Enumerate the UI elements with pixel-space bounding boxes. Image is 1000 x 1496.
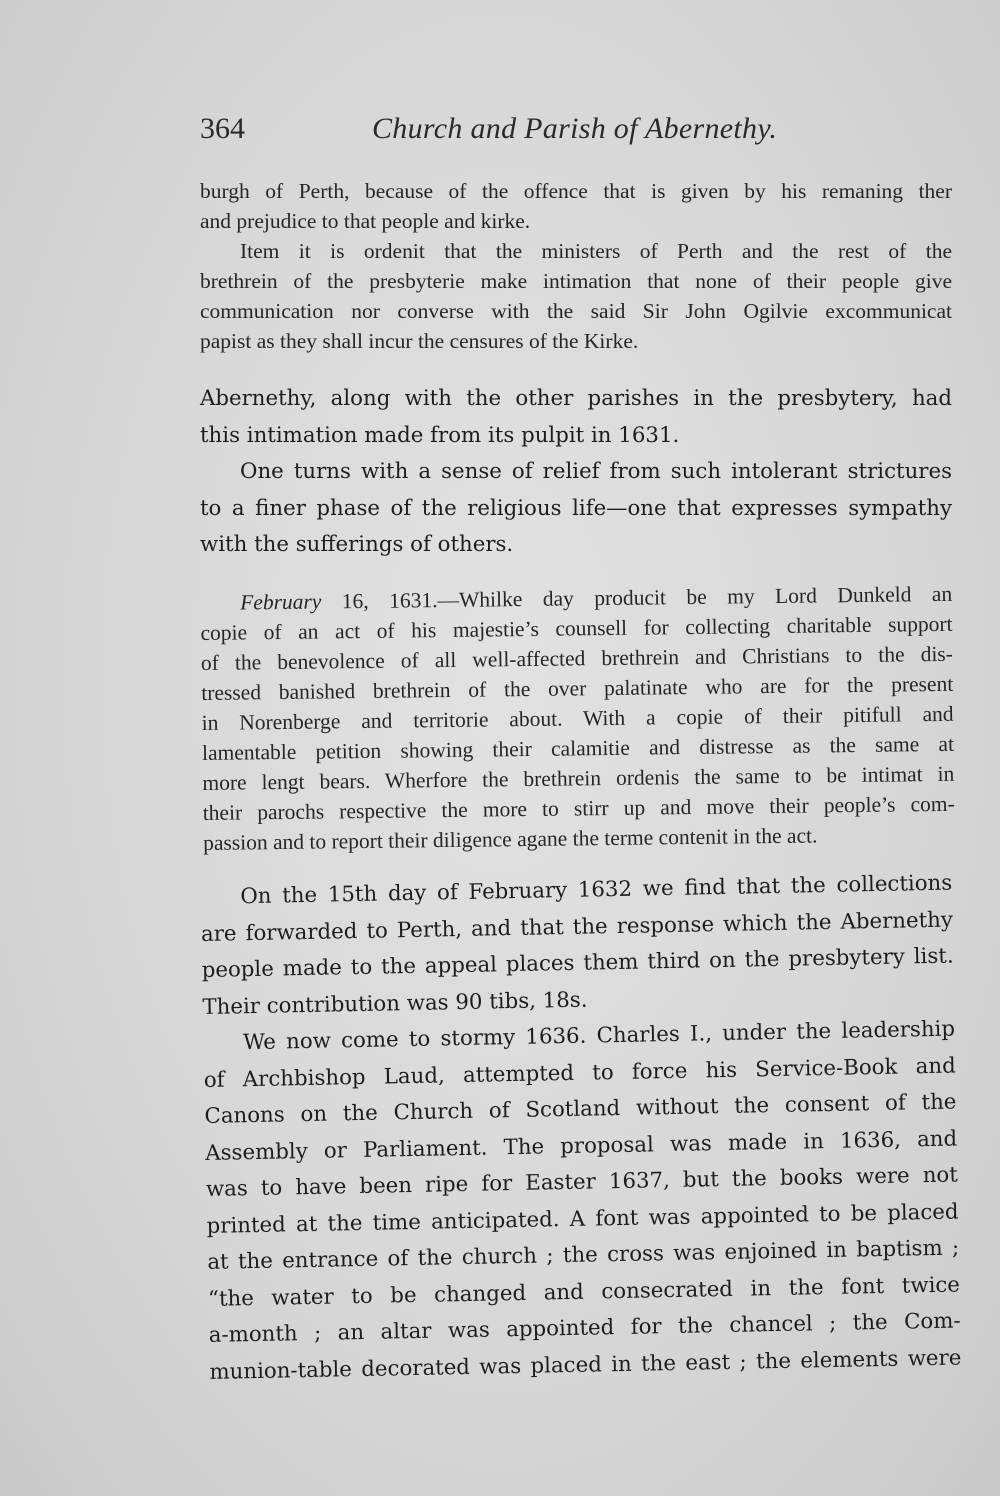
body-line: Abernethy, along with the other parishes in the presbytery, had [200, 386, 952, 411]
body-line: are forwarded to Perth, and that the response which the Abernethy [200, 907, 954, 947]
quote-date-italic: February [240, 589, 322, 615]
body-line: was to have been ripe for Easter 1637, but the books were not [205, 1162, 959, 1202]
running-head [200, 112, 810, 158]
quoted-record-top [200, 176, 952, 356]
page-number: 364 [200, 112, 245, 145]
quote-line-rest: 16, 1631.—Whilke day producit be my Lord Dunkeld an [321, 581, 953, 614]
quote-line: more lengt bears. Wherfore the brethrein ordenis the same to be intimat in [202, 761, 955, 795]
body-line: “the water to be changed and consecrated in the font twice [207, 1271, 961, 1312]
body-line: Canons on the Church of Scotland without the consent of the [204, 1089, 957, 1129]
quote-line: of the benevolence of all well-affected brethrein and Christians to the dis- [200, 641, 954, 675]
quote-line: passion and to report their diligence agane the terme contenit in the act. [202, 823, 818, 855]
quoted-record-february [200, 579, 955, 858]
body-line: Their contribution was 90 tibs, 18s. [202, 987, 588, 1020]
body-paragraphs-a [200, 381, 952, 564]
quote-line: tressed banished brethrein of the over palatinate who are for the present [201, 671, 954, 705]
quote-line: copie of an act of his majestie’s counsell for collecting charitable support [200, 611, 953, 645]
quote-line: brethrein of the presbyterie make intimation that none of their people give [200, 269, 952, 293]
body-line: One turns with a sense of relief from such intolerant strictures [240, 459, 952, 484]
running-title: Church and Parish of Abernethy. [372, 112, 778, 145]
quote-line: Item it is ordenit that the ministers of Perth and the rest of the [240, 239, 952, 263]
body-line: munion-table decorated was placed in the east ; the elements were [209, 1344, 962, 1385]
quote-line: lamentable petition showing their calamitie and distresse as the same at [201, 731, 955, 765]
quote-line: burgh of Perth, because of the offence that is given by his remaning ther [200, 179, 952, 203]
body-line: at the entrance of the church ; the cross was enjoined in baptism ; [207, 1235, 960, 1275]
body-line: We now come to stormy 1636. Charles I., under the leadership [242, 1016, 956, 1056]
body-line: of Archbishop Laud, attempted to force his Service-Book and [203, 1053, 956, 1093]
body-line: On the 15th day of February 1632 we find that the collections [240, 870, 953, 910]
quote-line: and prejudice to that people and kirke. [200, 209, 531, 233]
body-line: this intimation made from its pulpit in 1631. [200, 422, 680, 448]
body-line: to a finer phase of the religious life—one that expresses sympathy [200, 495, 952, 521]
body-line: a-month ; an altar was appointed for the chancel ; the Com- [208, 1308, 961, 1348]
quote-line: communication nor converse with the said Sir John Ogilvie excommunicat [200, 299, 952, 323]
body-line: with the sufferings of others. [200, 532, 514, 557]
body-line: people made to the appeal places them third on the presbytery list. [201, 943, 954, 983]
body-paragraphs-b [200, 866, 962, 1391]
quote-line: in Norenberge and territorie about. With a copie of their pitifull and [201, 701, 954, 735]
body-line: Assembly or Parliament. The proposal was made in 1636, and [205, 1126, 958, 1166]
quote-line: papist as they shall incur the censures of the Kirke. [200, 329, 639, 353]
body-line: printed at the time anticipated. A font was appointed to be placed [206, 1199, 959, 1239]
quote-line: their parochs respective the more to stirr up and move their people’s com- [202, 791, 955, 825]
